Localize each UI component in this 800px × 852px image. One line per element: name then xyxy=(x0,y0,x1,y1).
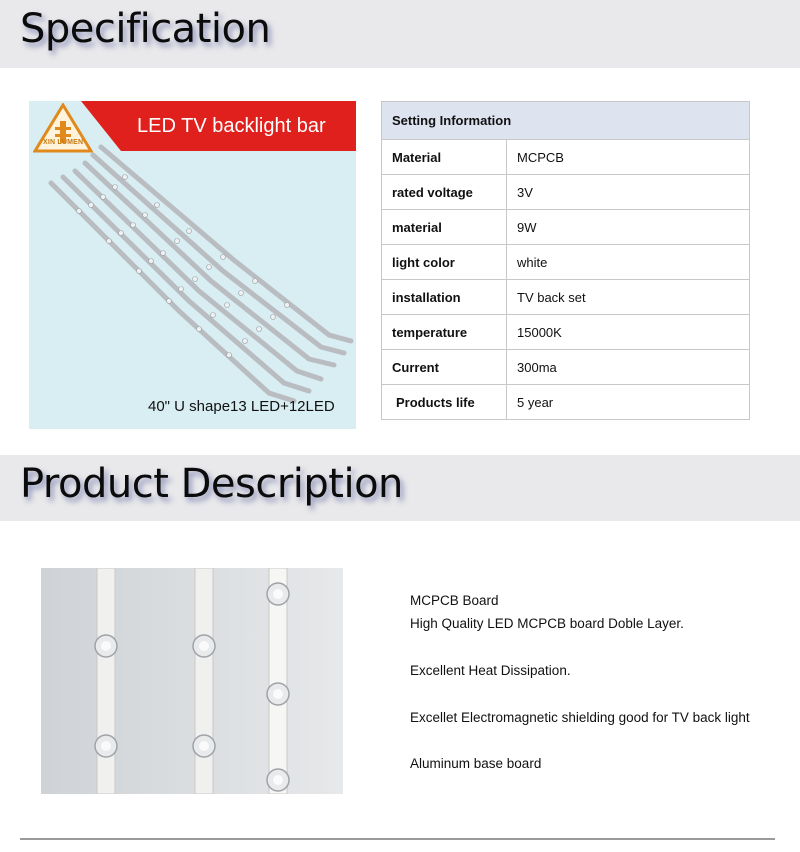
row-value: 3V xyxy=(507,175,750,210)
row-value: MCPCB xyxy=(507,140,750,175)
spec-table xyxy=(381,101,750,420)
row-key: rated voltage xyxy=(382,175,507,210)
desc-line: Aluminum base board xyxy=(410,756,542,771)
row-key: installation xyxy=(382,280,507,315)
product-description-header xyxy=(0,455,800,521)
banner-title: LED TV backlight bar xyxy=(137,115,326,137)
row-key: material xyxy=(382,210,507,245)
specification-title: Specification xyxy=(20,6,271,52)
row-value: 15000K xyxy=(507,315,750,350)
product-image xyxy=(29,101,356,429)
row-key: light color xyxy=(382,245,507,280)
table-row xyxy=(382,210,750,245)
row-value: 300ma xyxy=(507,350,750,385)
specification-header xyxy=(0,0,800,68)
row-value: TV back set xyxy=(507,280,750,315)
product-description-title: Product Description xyxy=(20,461,403,507)
table-row xyxy=(382,350,750,385)
table-header-row xyxy=(382,102,750,140)
row-key: Products life xyxy=(382,385,507,420)
desc-line: High Quality LED MCPCB board Doble Layer. xyxy=(410,616,684,631)
desc-line: MCPCB Board xyxy=(410,593,499,608)
board-closeup-image xyxy=(41,568,343,794)
row-value: 5 year xyxy=(507,385,750,420)
xin-lumen-logo xyxy=(33,103,93,165)
row-key: temperature xyxy=(382,315,507,350)
row-value: 9W xyxy=(507,210,750,245)
bottom-divider xyxy=(20,838,775,840)
row-value: white xyxy=(507,245,750,280)
table-row xyxy=(382,245,750,280)
product-caption: 40" U shape13 LED+12LED xyxy=(148,398,335,415)
table-row xyxy=(382,385,750,420)
row-key: Material xyxy=(382,140,507,175)
row-key: Current xyxy=(382,350,507,385)
table-header: Setting Information xyxy=(382,102,750,140)
table-row xyxy=(382,315,750,350)
board-strips-illustration xyxy=(41,568,343,794)
logo-text: XIN LUMEN xyxy=(43,139,84,146)
table-row xyxy=(382,280,750,315)
table-row xyxy=(382,175,750,210)
desc-line: Excellet Electromagnetic shielding good for TV back light xyxy=(410,710,750,725)
table-row xyxy=(382,140,750,175)
desc-line: Excellent Heat Dissipation. xyxy=(410,663,571,678)
